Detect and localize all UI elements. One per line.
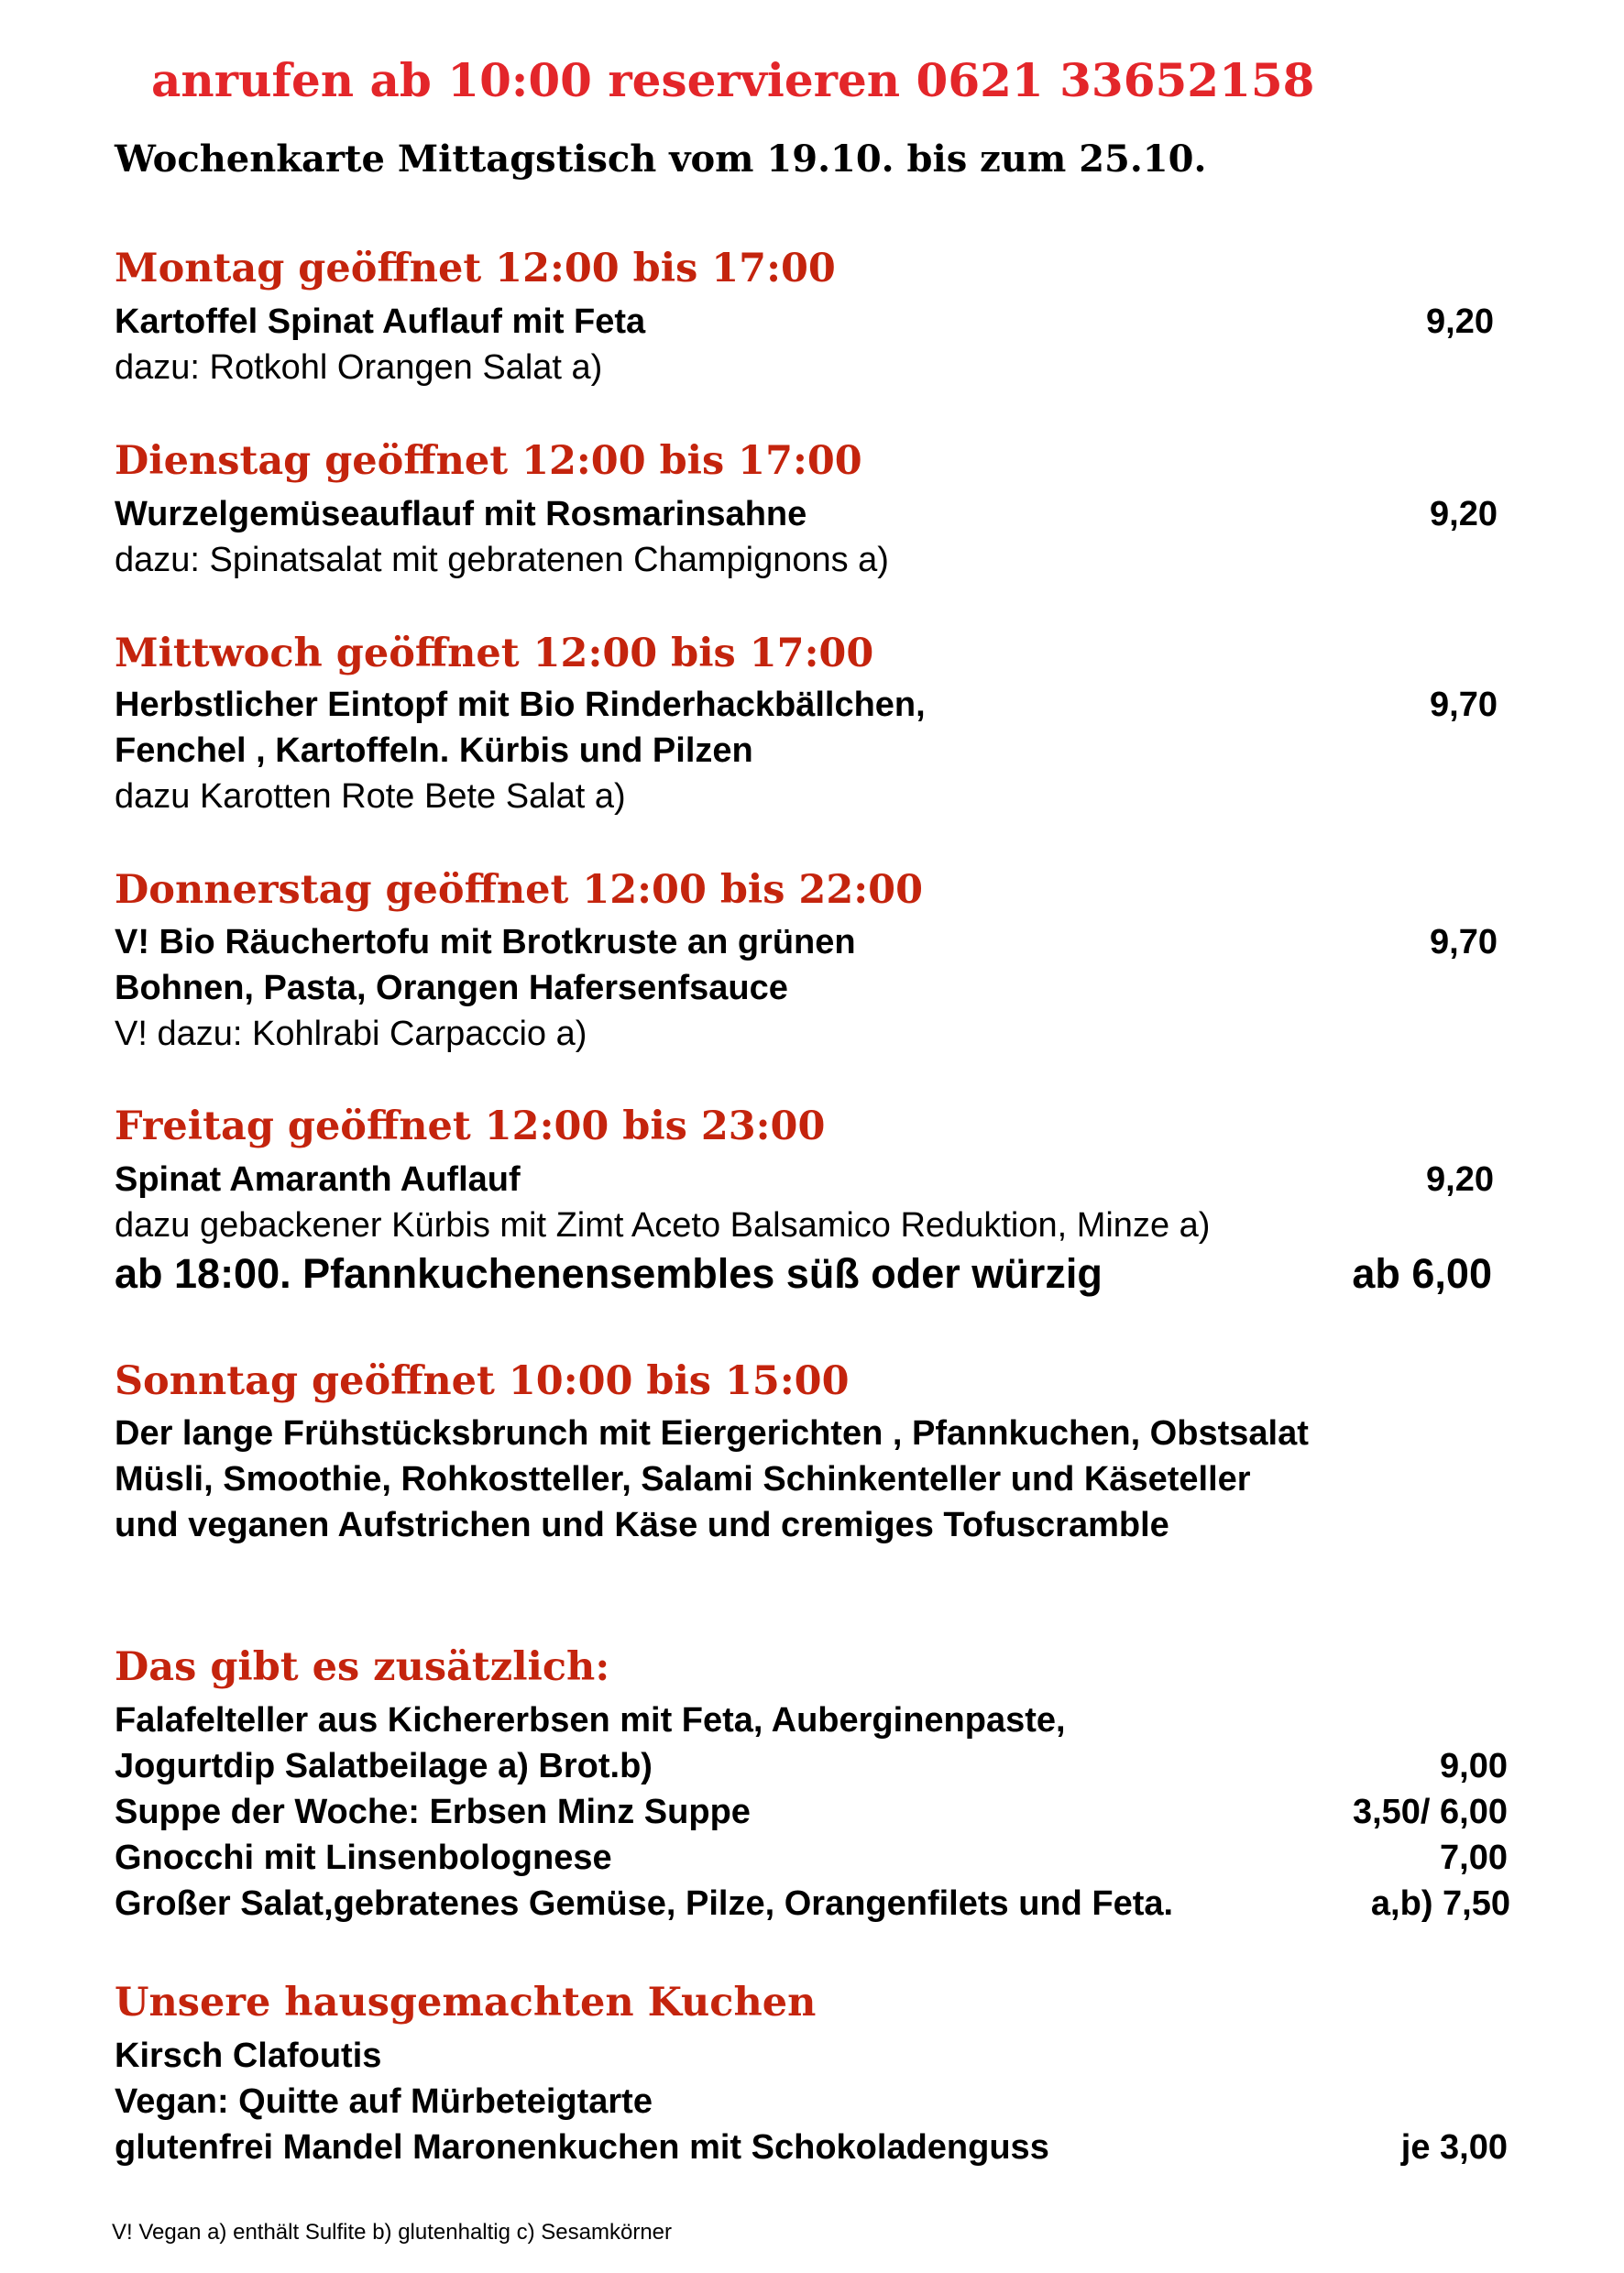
extras-item-falafel-line-2: Jogurtdip Salatbeilage a) Brot.b) — [115, 1747, 653, 1785]
cake-item-maronen: glutenfrei Mandel Maronenkuchen mit Schokoladenguss — [115, 2128, 1049, 2167]
side-tuesday: dazu: Spinatsalat mit gebratenen Champignons a) — [115, 541, 889, 579]
day-heading-wednesday: Mittwoch geöffnet 12:00 bis 17:00 — [115, 631, 874, 676]
dish-thursday-line-2: Bohnen, Pasta, Orangen Hafersenfsauce — [115, 969, 788, 1007]
pancake-offer: ab 18:00. Pfannkuchenensembles süß oder würzig — [115, 1250, 1103, 1297]
brunch-line-1: Der lange Frühstücksbrunch mit Eiergerichten , Pfannkuchen, Obstsalat — [115, 1414, 1309, 1453]
extras-price-gnocchi: 7,00 — [1440, 1839, 1508, 1877]
day-heading-sunday: Sonntag geöffnet 10:00 bis 15:00 — [115, 1358, 850, 1404]
brunch-line-2: Müsli, Smoothie, Rohkostteller, Salami Schinkenteller und Käseteller — [115, 1460, 1251, 1499]
dish-monday: Kartoffel Spinat Auflauf mit Feta — [115, 302, 646, 341]
price-wednesday: 9,70 — [1430, 686, 1498, 724]
price-thursday: 9,70 — [1430, 923, 1498, 961]
week-title: Wochenkarte Mittagstisch vom 19.10. bis zum 25.10. — [115, 137, 1207, 181]
dish-wednesday-line-1: Herbstlicher Eintopf mit Bio Rinderhackbällchen, — [115, 686, 926, 724]
pancake-offer-price: ab 6,00 — [1352, 1250, 1492, 1297]
extras-price-salad: a,b) 7,50 — [1370, 1884, 1510, 1923]
dish-wednesday-line-2: Fenchel , Kartoffeln. Kürbis und Pilzen — [115, 731, 753, 770]
extras-heading: Das gibt es zusätzlich: — [115, 1644, 610, 1690]
dish-tuesday: Wurzelgemüseauflauf mit Rosmarinsahne — [115, 495, 807, 533]
cakes-price: je 3,00 — [1400, 2128, 1508, 2167]
brunch-line-3: und veganen Aufstrichen und Käse und cremiges Tofuscramble — [115, 1506, 1169, 1544]
day-heading-thursday: Donnerstag geöffnet 12:00 bis 22:00 — [115, 867, 923, 913]
side-monday: dazu: Rotkohl Orangen Salat a) — [115, 348, 603, 387]
cake-item-quitte: Vegan: Quitte auf Mürbeteigtarte — [115, 2082, 653, 2121]
price-tuesday: 9,20 — [1430, 495, 1498, 533]
allergen-legend: V! Vegan a) enthält Sulfite b) glutenhaltig c) Sesamkörner — [112, 2220, 673, 2245]
day-heading-friday: Freitag geöffnet 12:00 bis 23:00 — [115, 1104, 826, 1149]
side-friday: dazu gebackener Kürbis mit Zimt Aceto Balsamico Reduktion, Minze a) — [115, 1206, 1211, 1245]
dish-thursday-line-1: V! Bio Räuchertofu mit Brotkruste an grünen — [115, 923, 856, 961]
side-thursday: V! dazu: Kohlrabi Carpaccio a) — [115, 1015, 587, 1053]
price-friday: 9,20 — [1426, 1160, 1494, 1199]
reservation-phone-line: anrufen ab 10:00 reservieren 0621 33652158 — [151, 53, 1315, 107]
day-heading-monday: Montag geöffnet 12:00 bis 17:00 — [115, 246, 836, 291]
extras-price-falafel: 9,00 — [1440, 1747, 1508, 1785]
dish-friday: Spinat Amaranth Auflauf — [115, 1160, 521, 1199]
extras-item-salad: Großer Salat,gebratenes Gemüse, Pilze, Orangenfilets und Feta. — [115, 1884, 1174, 1923]
extras-item-gnocchi: Gnocchi mit Linsenbolognese — [115, 1839, 612, 1877]
extras-item-soup: Suppe der Woche: Erbsen Minz Suppe — [115, 1793, 751, 1831]
extras-price-soup: 3,50/ 6,00 — [1352, 1793, 1508, 1831]
cake-item-clafoutis: Kirsch Clafoutis — [115, 2037, 382, 2075]
day-heading-tuesday: Dienstag geöffnet 12:00 bis 17:00 — [115, 438, 862, 484]
cakes-heading: Unsere hausgemachten Kuchen — [115, 1980, 817, 2026]
price-monday: 9,20 — [1426, 302, 1494, 341]
side-wednesday: dazu Karotten Rote Bete Salat a) — [115, 777, 626, 816]
extras-item-falafel-line-1: Falafelteller aus Kichererbsen mit Feta, Auberginenpaste, — [115, 1701, 1066, 1740]
